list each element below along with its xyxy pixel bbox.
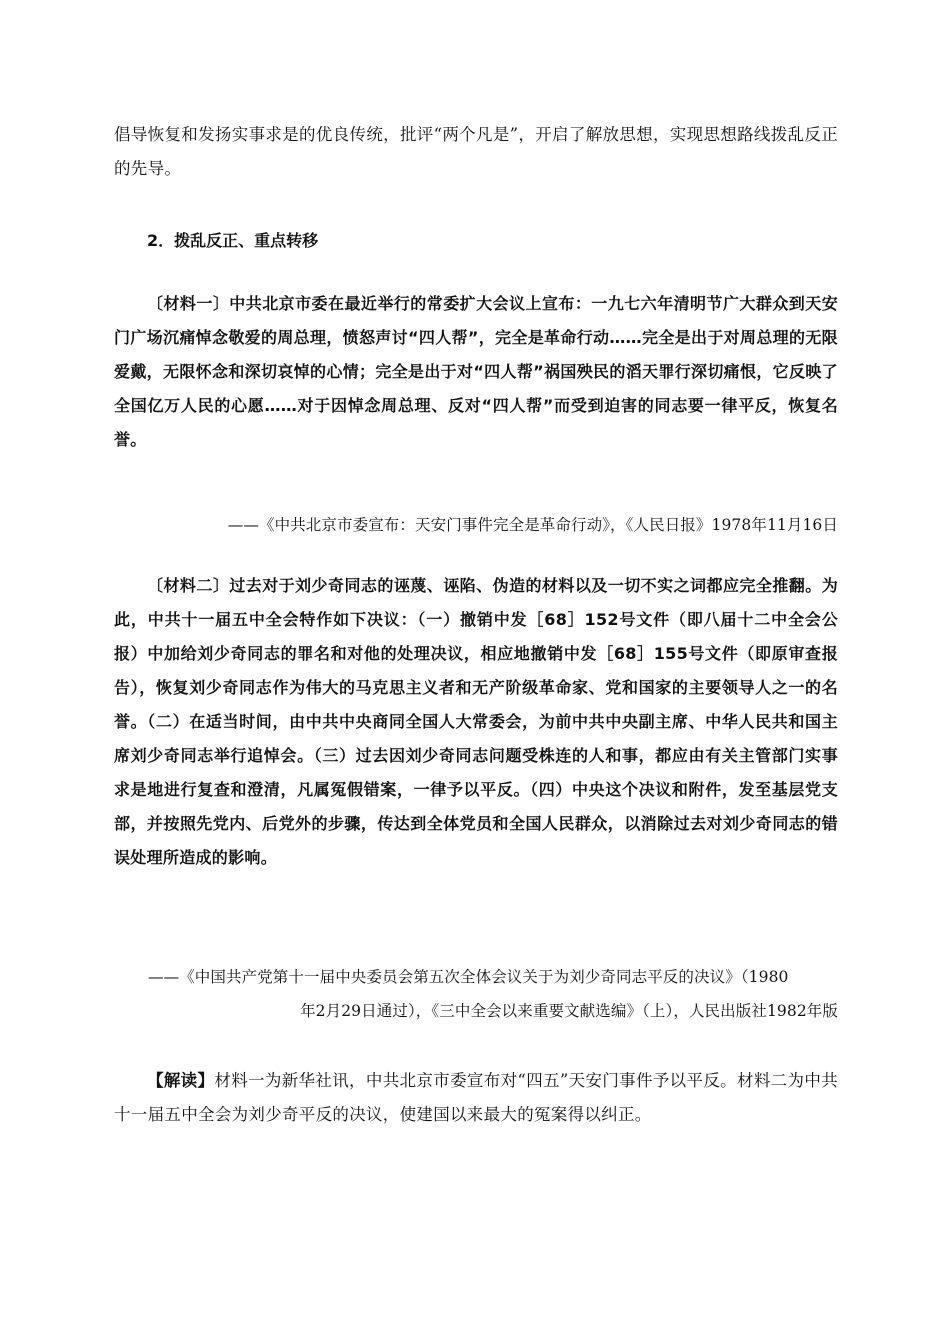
material-two-source-line1: ——《中国共产党第十一届中央委员会第五次全体会议关于为刘少奇同志平反的决议》（1980 (148, 968, 789, 986)
material-one-source: ——《中共北京市委宣布：天安门事件完全是革命行动》，《人民日报》1978年11月16日 (227, 516, 838, 534)
material-one-paragraph: 〔材料一〕中共北京市委在最近举行的常委扩大会议上宣布：一九七六年清明节广大群众到天安门广场沉痛悼念敬爱的周总理，愤怒声讨“四人帮”，完全是革命行动……完全是出于对周总理的无限爱戴，无限怀念和深切哀悼的心情；完全是出于对“四人帮”祸国殃民的滔天罪行深切痛恨，它反映了全国亿万人民的心愿……对于因悼念周总理、反对“四人帮”而受到迫害的同志要一律平反，恢复名誉。 (114, 294, 838, 449)
section-heading: 2．拨乱反正、重点转移 (147, 231, 319, 250)
interpretation-text: 材料一为新华社讯，中共北京市委宣布对“四五”天安门事件予以平反。材料二为中共十一届五中全会为刘少奇平反的决议，使建国以来最大的冤案得以纠正。 (114, 1071, 838, 1124)
intro-paragraph: 倡导恢复和发扬实事求是的优良传统，批评“两个凡是”，开启了解放思想，实现思想路线拨乱反正的先导。 (114, 125, 838, 178)
material-two-paragraph: 〔材料二〕过去对于刘少奇同志的诬蔑、诬陷、伪造的材料以及一切不实之词都应完全推翻。为此，中共十一届五中全会特作如下决议：（一）撤销中发［68］152号文件（即八届十二中全会公报）中加给刘少奇同志的罪名和对他的处理决议，相应地撤销中发［68］155号文件（即原审查报告），恢复刘少奇同志作为伟大的马克思主义者和无产阶级革命家、党和国家的主要领导人之一的名誉。（二）在适当时间，由中共中央商同全国人大常委会，为前中共中央副主席、中华人民共和国主席刘少奇同志举行追悼会。（三）过去因刘少奇同志问题受株连的人和事，都应由有关主管部门实事求是地进行复查和澄清，凡属冤假错案，一律予以平反。（四）中央这个决议和附件，发至基层党支部，并按照先党内、后党外的步骤，传达到全体党员和全国人民群众，以消除过去对刘少奇同志的错误处理所造成的影响。 (114, 576, 838, 867)
interpretation-paragraph (114, 1064, 838, 1132)
material-two-source-line2: 年2月29日通过），《三中全会以来重要文献选编》（上），人民出版社1982年版 (300, 1002, 838, 1020)
interpretation-tag: 【解读】 (147, 1071, 215, 1090)
